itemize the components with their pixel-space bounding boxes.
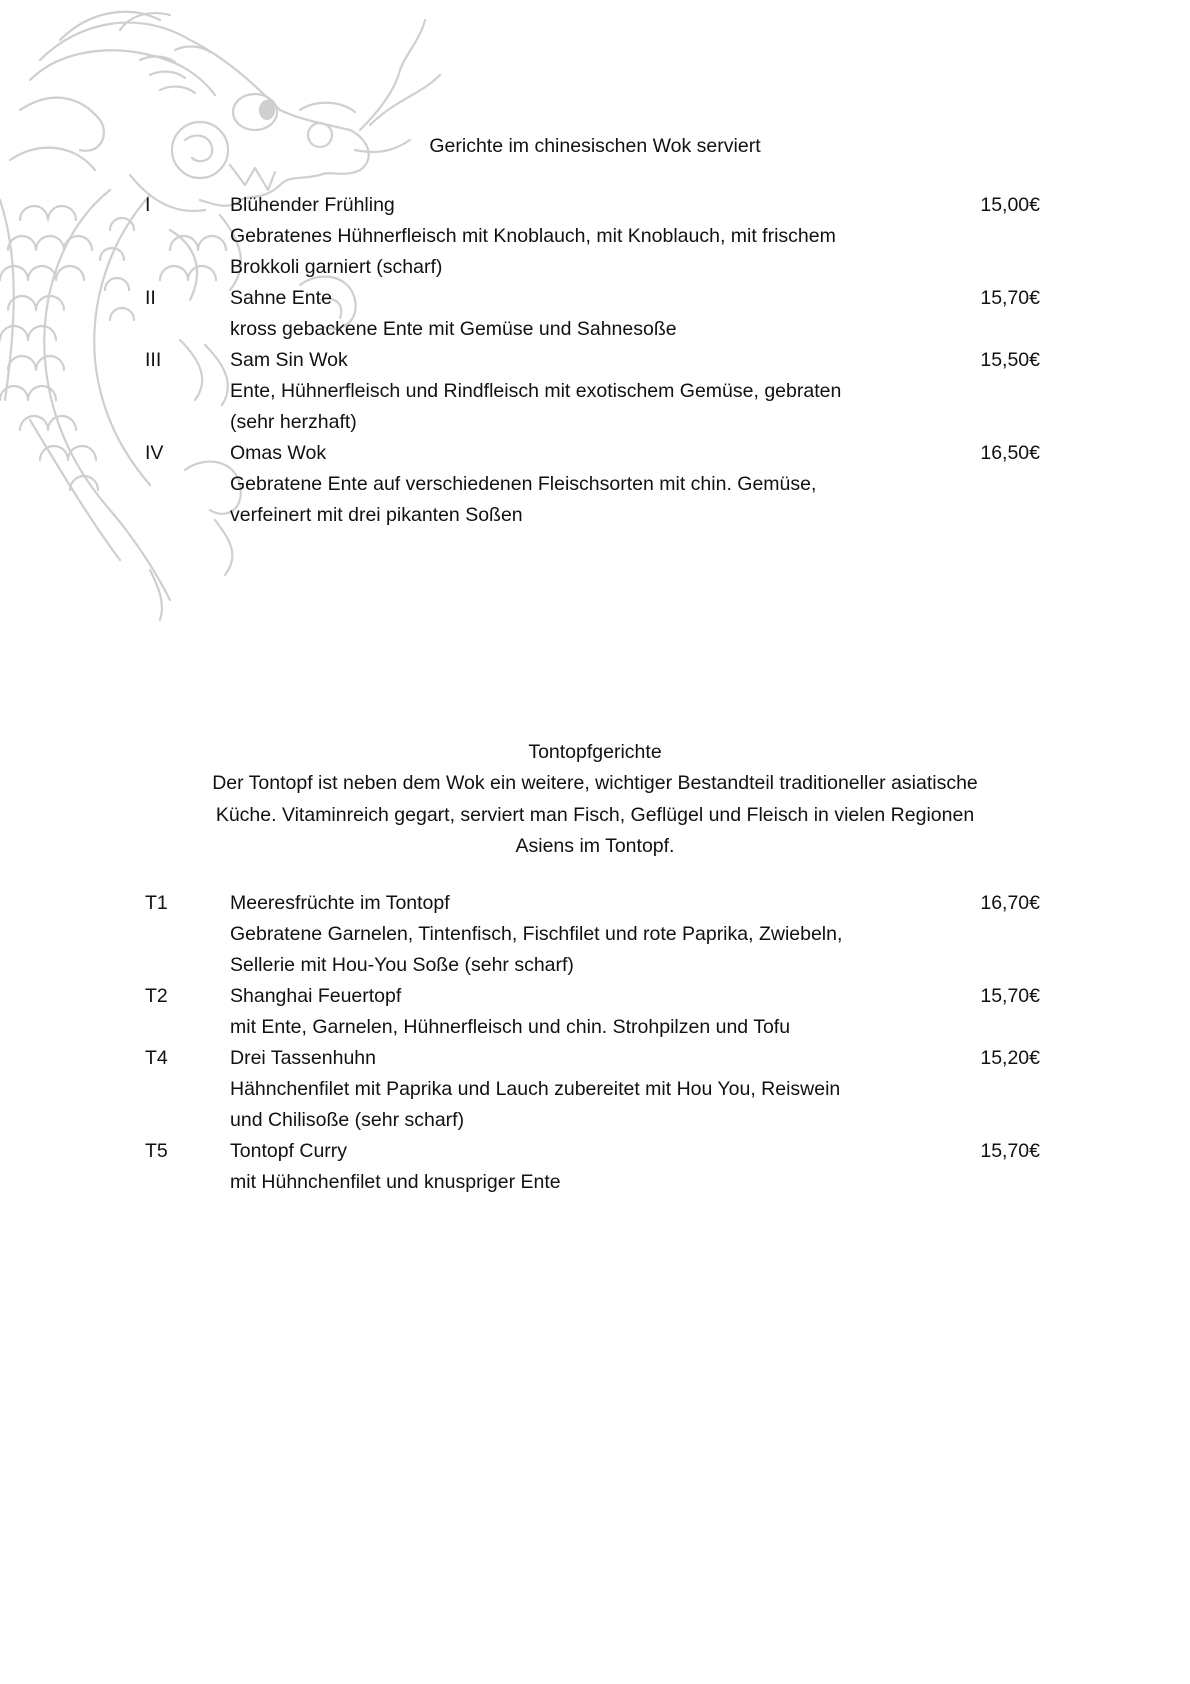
wok-menu-list [0,190,1190,531]
menu-item [0,283,1190,345]
item-description-line: Ente, Hühnerfleisch und Rindfleisch mit exotischem Gemüse, gebraten [230,380,842,402]
menu-item [0,888,1190,981]
item-number: III [145,349,162,371]
tontopf-intro [140,768,1050,863]
item-description-line: Hähnchenfilet mit Paprika und Lauch zubereitet mit Hou You, Reiswein [230,1078,841,1100]
item-description-line: kross gebackene Ente mit Gemüse und Sahnesoße [230,318,677,340]
item-name: Sam Sin Wok [230,349,348,371]
menu-item [0,1136,1190,1198]
item-price: 16,50€ [980,442,1040,464]
item-number: II [145,287,156,309]
menu-item [0,438,1190,531]
item-name: Meeresfrüchte im Tontopf [230,892,450,914]
item-description-line: Gebratene Ente auf verschiedenen Fleischsorten mit chin. Gemüse, [230,473,817,495]
item-number: T5 [145,1140,168,1162]
item-description-line: Gebratenes Hühnerfleisch mit Knoblauch, mit Knoblauch, mit frischem [230,225,836,247]
item-price: 15,70€ [980,1140,1040,1162]
wok-section-title: Gerichte im chinesischen Wok serviert [429,135,761,157]
item-price: 16,70€ [980,892,1040,914]
item-description-line: Sellerie mit Hou-You Soße (sehr scharf) [230,954,574,976]
item-number: T2 [145,985,168,1007]
item-price: 15,20€ [980,1047,1040,1069]
item-price: 15,50€ [980,349,1040,371]
item-description-line: mit Ente, Garnelen, Hühnerfleisch und chin. Strohpilzen und Tofu [230,1016,791,1038]
item-description-line: und Chilisoße (sehr scharf) [230,1109,465,1131]
item-description-line: Brokkoli garniert (scharf) [230,256,443,278]
intro-line: Asiens im Tontopf. [515,835,675,857]
item-name: Sahne Ente [230,287,332,309]
tontopf-menu-list [0,888,1190,1198]
item-number: I [145,194,151,216]
item-description-line: Gebratene Garnelen, Tintenfisch, Fischfilet und rote Paprika, Zwiebeln, [230,923,843,945]
item-price: 15,70€ [980,287,1040,309]
item-name: Shanghai Feuertopf [230,985,402,1007]
item-number: IV [145,442,164,464]
item-description-line: (sehr herzhaft) [230,411,357,433]
item-number: T4 [145,1047,168,1069]
tontopf-section-title: Tontopfgerichte [528,741,662,763]
intro-line: Der Tontopf ist neben dem Wok ein weitere, wichtiger Bestandteil traditioneller asiatische [212,772,978,794]
item-price: 15,70€ [980,985,1040,1007]
menu-item [0,1043,1190,1136]
item-description-line: verfeinert mit drei pikanten Soßen [230,504,523,526]
item-number: T1 [145,892,168,914]
intro-line: Küche. Vitaminreich gegart, serviert man Fisch, Geflügel und Fleisch in vielen Regionen [215,803,975,826]
item-price: 15,00€ [980,194,1040,216]
item-name: Omas Wok [230,442,327,464]
menu-item [0,345,1190,438]
item-name: Drei Tassenhuhn [230,1047,376,1069]
item-name: Tontopf Curry [230,1140,348,1162]
item-name: Blühender Frühling [230,194,395,216]
menu-item [0,190,1190,283]
item-description-line: mit Hühnchenfilet und knuspriger Ente [230,1171,561,1193]
menu-item [0,981,1190,1043]
